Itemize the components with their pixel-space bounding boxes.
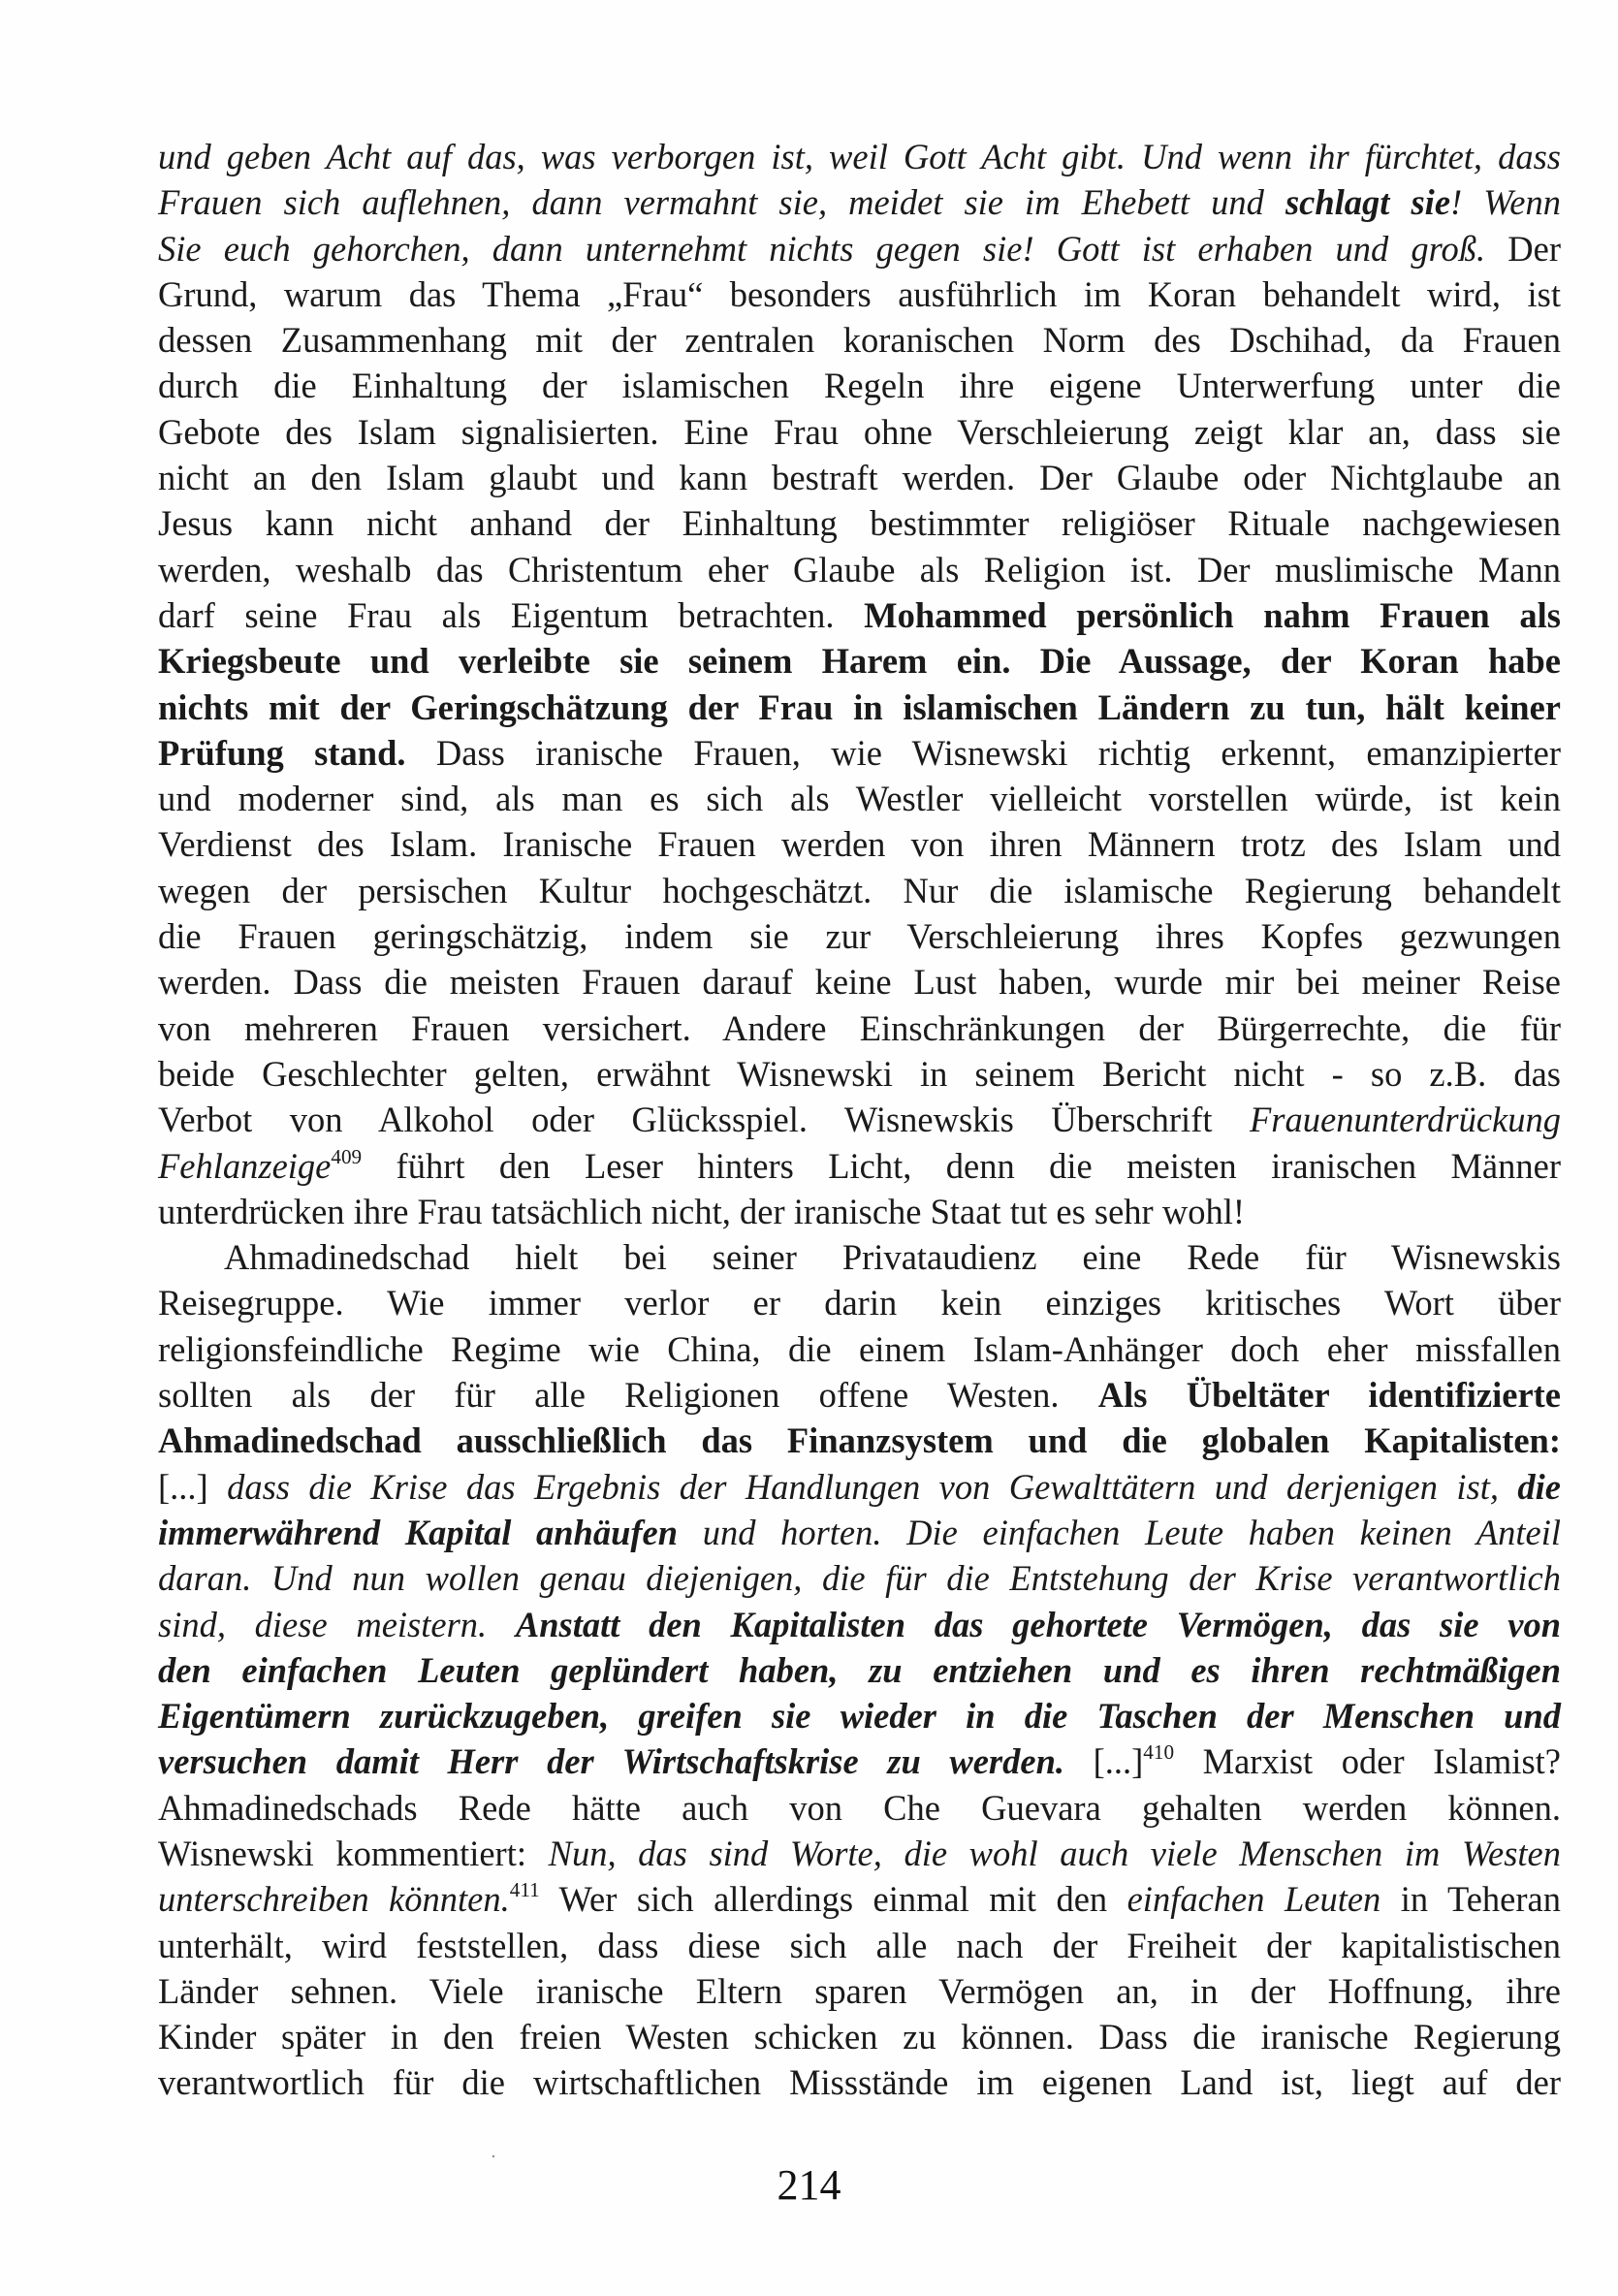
text-line bbox=[158, 226, 1561, 271]
scan-speck bbox=[492, 2155, 494, 2157]
bold-italic-run: Anstatt den Kapitalisten das gehortete Vermögen, das sie von bbox=[515, 1604, 1561, 1644]
footnote-marker: 409 bbox=[331, 1144, 363, 1168]
italic-run: Sie euch gehorchen, dann unternehmt nichts gegen sie! Gott ist erhaben und groß. bbox=[158, 228, 1486, 269]
bold-italic-run: schlagt sie bbox=[1285, 182, 1451, 223]
text-line bbox=[158, 638, 1561, 684]
text-line bbox=[158, 1326, 1561, 1372]
text-run: unterhält, wird feststellen, dass diese sich alle nach der Freiheit der kapitalistischen bbox=[158, 1925, 1561, 1965]
bold-run: Mohammed persönlich nahm Frauen als bbox=[864, 594, 1561, 635]
text-line bbox=[158, 1280, 1561, 1325]
text-run: Reisegruppe. Wie immer verlor er darin kein einziges kritisches Wort über bbox=[158, 1283, 1561, 1323]
text-line bbox=[158, 271, 1561, 317]
text-line bbox=[158, 2014, 1561, 2059]
text-run: Dass iranische Frauen, wie Wisnewski richtig erkennt, emanzipierter bbox=[405, 732, 1561, 773]
text-run: werden, weshalb das Christentum eher Glaube als Religion ist. Der muslimische Mann bbox=[158, 549, 1561, 590]
text-run: unterdrücken ihre Frau tatsächlich nicht, der iranische Staat tut es sehr wohl! bbox=[158, 1191, 1245, 1231]
text-run: Verbot von Alkohol oder Glücksspiel. Wisnewskis Überschrift bbox=[158, 1100, 1250, 1140]
text-line bbox=[158, 2059, 1561, 2105]
text-line bbox=[158, 1602, 1561, 1647]
text-line bbox=[158, 455, 1561, 500]
text-run: Ahmadinedschad hielt bei seiner Privataudienz eine Rede für Wisnewskis bbox=[224, 1237, 1561, 1278]
text-run: werden. Dass die meisten Frauen darauf keine Lust haben, wurde mir bei meiner Reise bbox=[158, 962, 1561, 1003]
text-line bbox=[158, 1464, 1561, 1510]
body-text bbox=[158, 134, 1561, 2106]
italic-run: daran. Und nun wollen genau diejenigen, die für die Entstehung der Krise verantwortlich bbox=[158, 1558, 1561, 1599]
text-run: und moderner sind, als man es sich als Westler vielleicht vorstellen würde, ist kein bbox=[158, 779, 1561, 819]
text-run: die Frauen geringschätzig, indem sie zur Verschleierung ihres Kopfes gezwungen bbox=[158, 916, 1561, 957]
text-run: von mehreren Frauen versichert. Andere Einschränkungen der Bürgerrechte, die für bbox=[158, 1007, 1561, 1048]
text-run: führt den Leser hinters Licht, denn die meisten iranischen Männer bbox=[362, 1145, 1561, 1186]
text-line bbox=[158, 1418, 1561, 1463]
text-run: Verdienst des Islam. Iranische Frauen werden von ihren Männern trotz des Islam und bbox=[158, 824, 1561, 865]
text-line bbox=[158, 1831, 1561, 1876]
text-line bbox=[158, 913, 1561, 959]
page-number: 214 bbox=[777, 2161, 841, 2209]
text-line bbox=[158, 1234, 1561, 1280]
bold-run: Ahmadinedschad ausschließlich das Finanzsystem und die globalen Kapitalisten: bbox=[158, 1420, 1561, 1461]
bold-run: Als Übeltäter identifizierte bbox=[1097, 1375, 1562, 1416]
bold-italic-run: Eigentümern zurückzugeben, greifen sie wieder in die Taschen der Menschen und bbox=[158, 1696, 1561, 1737]
text-run: Jesus kann nicht anhand der Einhaltung bestimmter religiöser Rituale nachgewiesen bbox=[158, 503, 1561, 544]
text-run: religionsfeindliche Regime wie China, die einem Islam-Anhänger doch eher missfallen bbox=[158, 1328, 1561, 1369]
text-line bbox=[158, 1555, 1561, 1601]
text-line bbox=[158, 1143, 1561, 1189]
text-run: darf seine Frau als Eigentum betrachten. bbox=[158, 594, 865, 635]
italic-run: Fehlanzeige bbox=[158, 1145, 332, 1186]
italic-run: sind, diese meistern. bbox=[158, 1604, 516, 1644]
text-run: Länder sehnen. Viele iranische Eltern sparen Vermögen an, in der Hoffnung, ihre bbox=[158, 1970, 1561, 2011]
italic-run: unterschreiben könnten. bbox=[158, 1879, 510, 1920]
text-run: Grund, warum das Thema „Frau“ besonders ausführlich im Koran behandelt wird, ist bbox=[158, 273, 1561, 314]
bold-run: Kriegsbeute und verleibte sie seinem Harem ein. Die Aussage, der Koran habe bbox=[158, 641, 1561, 682]
text-line bbox=[158, 1876, 1561, 1922]
text-line bbox=[158, 959, 1561, 1004]
text-line bbox=[158, 409, 1561, 455]
footnote-marker: 410 bbox=[1143, 1740, 1175, 1765]
text-line bbox=[158, 547, 1561, 592]
text-line bbox=[158, 592, 1561, 638]
text-line bbox=[158, 1785, 1561, 1831]
text-line bbox=[158, 1923, 1561, 1968]
text-run: beide Geschlechter gelten, erwähnt Wisnewski in seinem Bericht nicht - so z.B. das bbox=[158, 1053, 1561, 1094]
text-run: Gebote des Islam signalisierten. Eine Frau ohne Verschleierung zeigt klar an, dass sie bbox=[158, 411, 1561, 452]
text-line bbox=[158, 363, 1561, 408]
bold-italic-run: versuchen damit Herr der Wirtschaftskrise zu werden. bbox=[158, 1741, 1065, 1782]
text-run: Kinder später in den freien Westen schicken zu können. Dass die iranische Regierung bbox=[158, 2017, 1561, 2057]
text-line bbox=[158, 1738, 1561, 1784]
bold-run: Prüfung stand. bbox=[158, 732, 406, 773]
italic-run: Nun, das sind Worte, die wohl auch viele Menschen im Westen bbox=[548, 1833, 1561, 1873]
text-run: Wisnewski kommentiert: bbox=[158, 1833, 549, 1873]
text-line bbox=[158, 730, 1561, 776]
italic-run: Frauen sich auflehnen, dann vermahnt sie, meidet sie im Ehebett und bbox=[158, 182, 1285, 223]
italic-run: dass die Krise das Ergebnis der Handlungen von Gewalttätern und derjenigen ist, bbox=[227, 1466, 1518, 1507]
text-line bbox=[158, 134, 1561, 179]
text-line bbox=[158, 1005, 1561, 1051]
italic-run: Frauenunterdrückung bbox=[1250, 1100, 1561, 1140]
footnote-marker: 411 bbox=[509, 1878, 540, 1902]
text-line bbox=[158, 685, 1561, 730]
text-run: nicht an den Islam glaubt und kann bestraft werden. Der Glaube oder Nichtglaube an bbox=[158, 458, 1561, 498]
bold-italic-run: den einfachen Leuten geplündert haben, zu entziehen und es ihren rechtmäßigen bbox=[158, 1649, 1561, 1690]
text-run: in Teheran bbox=[1380, 1879, 1561, 1920]
text-line bbox=[158, 179, 1561, 225]
text-line bbox=[158, 1051, 1561, 1097]
bold-italic-run: die bbox=[1517, 1466, 1561, 1507]
text-line bbox=[158, 1189, 1561, 1234]
text-run: [...] bbox=[1064, 1741, 1144, 1782]
text-line bbox=[158, 1097, 1561, 1142]
text-run: verantwortlich für die wirtschaftlichen Missstände im eigenen Land ist, liegt auf der bbox=[158, 2062, 1561, 2103]
italic-run: einfachen Leuten bbox=[1126, 1879, 1381, 1920]
text-line bbox=[158, 1647, 1561, 1693]
text-line bbox=[158, 821, 1561, 867]
text-run: durch die Einhaltung der islamischen Regeln ihre eigene Unterwerfung unter die bbox=[158, 366, 1561, 406]
text-run: Wer sich allerdings einmal mit den bbox=[539, 1879, 1127, 1920]
text-run: sollten als der für alle Religionen offene Westen. bbox=[158, 1375, 1098, 1416]
text-line bbox=[158, 317, 1561, 363]
text-line bbox=[158, 1968, 1561, 2014]
text-run: wegen der persischen Kultur hochgeschätzt. Nur die islamische Regierung behandelt bbox=[158, 870, 1561, 910]
text-line bbox=[158, 500, 1561, 546]
text-line bbox=[158, 868, 1561, 913]
text-run: Ahmadinedschads Rede hätte auch von Che Guevara gehalten werden können. bbox=[158, 1787, 1561, 1828]
text-run: Marxist oder Islamist? bbox=[1174, 1741, 1561, 1782]
text-line bbox=[158, 1693, 1561, 1738]
bold-italic-run: immerwährend Kapital anhäufen bbox=[158, 1512, 679, 1552]
bold-run: nichts mit der Geringschätzung der Frau in islamischen Ländern zu tun, hält keiner bbox=[158, 686, 1561, 727]
text-run: Der bbox=[1485, 228, 1561, 269]
italic-run: und horten. Die einfachen Leute haben keinen Anteil bbox=[678, 1512, 1561, 1552]
text-line bbox=[158, 1510, 1561, 1555]
italic-run: und geben Acht auf das, was verborgen ist, weil Gott Acht gibt. Und wenn ihr fürchtet, dass bbox=[158, 137, 1561, 176]
text-run: [...] bbox=[158, 1466, 228, 1507]
text-line bbox=[158, 1372, 1561, 1418]
italic-run: ! Wenn bbox=[1450, 182, 1561, 223]
text-run: dessen Zusammenhang mit der zentralen koranischen Norm des Dschihad, da Frauen bbox=[158, 320, 1561, 361]
text-line bbox=[158, 776, 1561, 821]
